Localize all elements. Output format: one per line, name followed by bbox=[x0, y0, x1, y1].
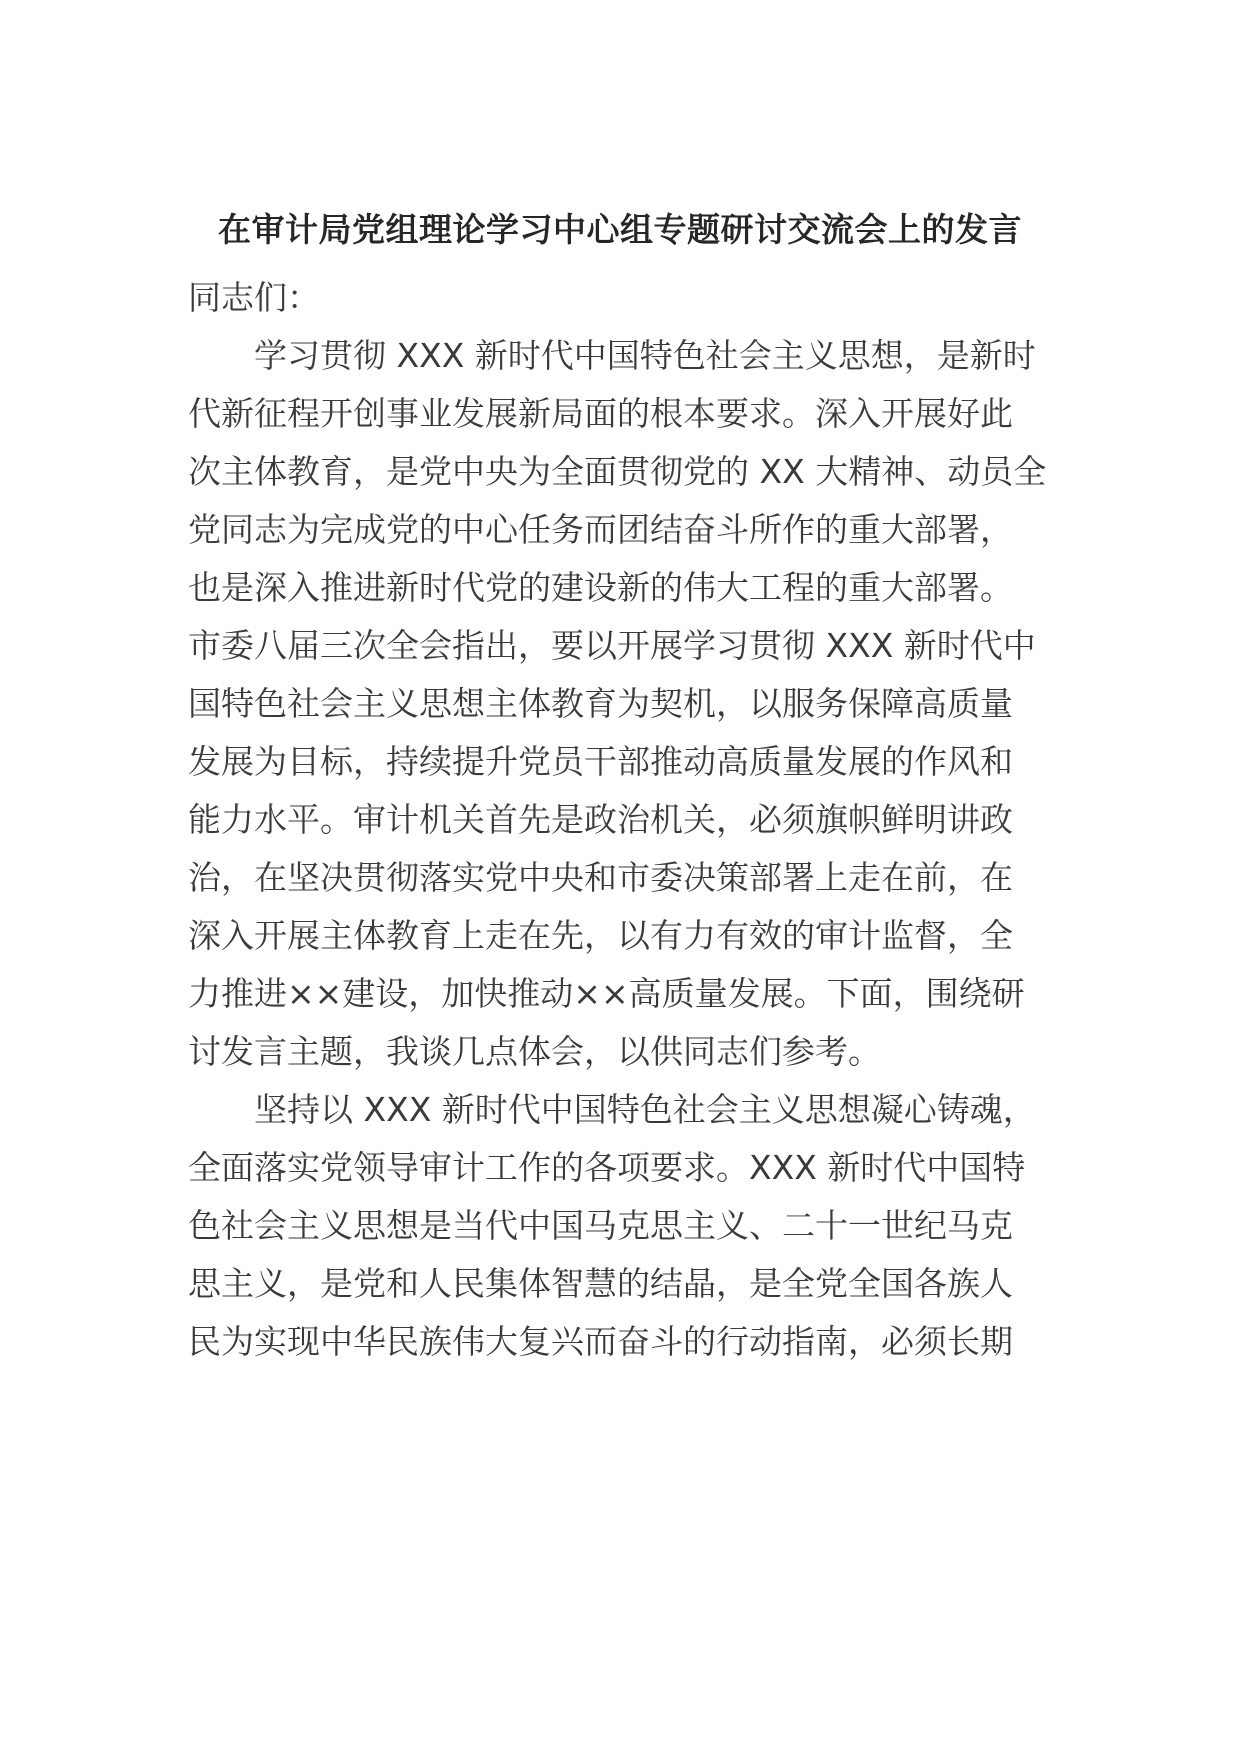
paragraph-2-line-3: 色社会主义思想是当代中国马克思主义、二十一世纪马克 bbox=[188, 1206, 1013, 1245]
paragraph-1-line-8: 发展为目标，持续提升党员干部推动高质量发展的作风和 bbox=[188, 742, 1013, 781]
paragraph-1-line-6: 市委八届三次全会指出，要以开展学习贯彻 XXX 新时代中 bbox=[188, 626, 1036, 665]
paragraph-1-line-10: 治，在坚决贯彻落实党中央和市委决策部署上走在前，在 bbox=[188, 858, 1013, 897]
paragraph-2-line-1: 坚持以 XXX 新时代中国特色社会主义思想凝心铸魂， bbox=[254, 1090, 1036, 1129]
salutation: 同志们： bbox=[188, 278, 320, 317]
paragraph-1-line-11: 深入开展主体教育上走在先，以有力有效的审计监督，全 bbox=[188, 916, 1013, 955]
paragraph-1-line-3: 次主体教育，是党中央为全面贯彻党的 XX 大精神、动员全 bbox=[188, 452, 1047, 491]
paragraph-1-line-7: 国特色社会主义思想主体教育为契机，以服务保障高质量 bbox=[188, 684, 1013, 723]
paragraph-1-line-1: 学习贯彻 XXX 新时代中国特色社会主义思想，是新时 bbox=[254, 336, 1036, 375]
document-title: 在审计局党组理论学习中心组专题研讨交流会上的发言 bbox=[218, 210, 1022, 249]
paragraph-1-line-4: 党同志为完成党的中心任务而团结奋斗所作的重大部署， bbox=[188, 510, 1013, 549]
paragraph-2-line-4: 思主义，是党和人民集体智慧的结晶，是全党全国各族人 bbox=[188, 1264, 1013, 1303]
paragraph-2-line-5: 民为实现中华民族伟大复兴而奋斗的行动指南，必须长期 bbox=[188, 1322, 1013, 1361]
paragraph-1-line-9: 能力水平。审计机关首先是政治机关，必须旗帜鲜明讲政 bbox=[188, 800, 1013, 839]
paragraph-1-line-13: 讨发言主题，我谈几点体会，以供同志们参考。 bbox=[188, 1032, 881, 1071]
paragraph-2-line-2: 全面落实党领导审计工作的各项要求。XXX 新时代中国特 bbox=[188, 1148, 1026, 1187]
paragraph-1-line-5: 也是深入推进新时代党的建设新的伟大工程的重大部署。 bbox=[188, 568, 1013, 607]
paragraph-1-line-2: 代新征程开创事业发展新局面的根本要求。深入开展好此 bbox=[188, 394, 1013, 433]
paragraph-1-line-12: 力推进××建设，加快推动××高质量发展。下面，围绕研 bbox=[188, 974, 1025, 1013]
